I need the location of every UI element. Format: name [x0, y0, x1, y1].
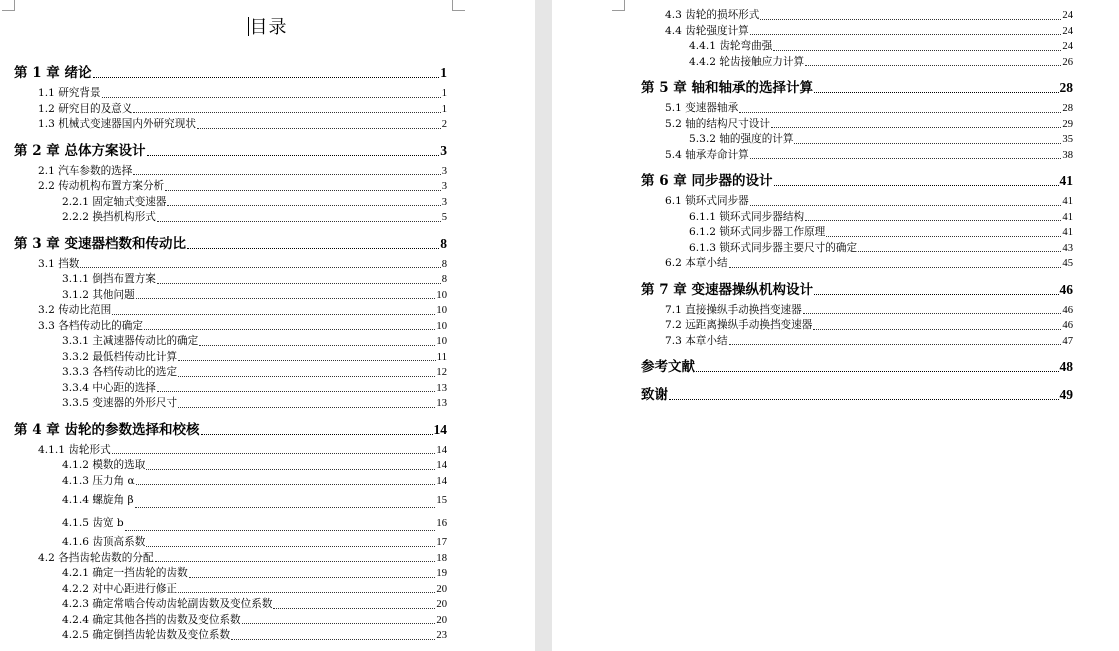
- toc-page-number: 20: [436, 614, 447, 626]
- dot-leader: [112, 314, 435, 315]
- left-document-page: [0, 0, 535, 651]
- toc-list-left: [14, 63, 447, 644]
- toc-entry-title: 5.3.2 轴的强度的计算: [689, 133, 794, 145]
- toc-chapter-entry[interactable]: [14, 141, 447, 161]
- toc-entry-title: 7.3 本章小结: [665, 334, 728, 347]
- dot-leader: [242, 623, 436, 624]
- right-document-page: [552, 0, 1119, 651]
- dot-leader: [80, 267, 440, 268]
- toc-entry-title: 4.4.1 齿轮弯曲强: [689, 40, 773, 52]
- toc-section-entry[interactable]: [14, 195, 447, 211]
- dot-leader: [199, 345, 435, 346]
- toc-section-entry[interactable]: [641, 241, 1073, 257]
- toc-entry-title: 5.1 变速器轴承: [665, 102, 739, 114]
- toc-entry-title: 4.4 齿轮强度计算: [665, 24, 749, 37]
- dot-leader: [125, 530, 436, 531]
- toc-page-number: 46: [1059, 281, 1073, 297]
- toc-heading-text: 目录: [249, 17, 288, 38]
- toc-entry-title: 5.4 轴承寿命计算: [665, 148, 749, 161]
- toc-section-entry[interactable]: [641, 318, 1073, 334]
- toc-page-number: 16: [436, 518, 447, 529]
- crop-mark: [452, 0, 465, 11]
- toc-page-number: 20: [436, 599, 447, 610]
- toc-section-entry[interactable]: [14, 319, 447, 335]
- toc-page-number: 5: [441, 212, 447, 223]
- toc-section-entry[interactable]: [14, 272, 447, 288]
- toc-list-right: [641, 8, 1073, 408]
- toc-entry-title: 第 4 章 齿轮的参数选择和校核: [14, 421, 200, 438]
- toc-entry-title: 5.2 轴的结构尺寸设计: [665, 117, 770, 130]
- dot-leader: [136, 484, 436, 485]
- toc-entry-title: 第 2 章 总体方案设计: [14, 142, 146, 159]
- dot-leader: [813, 329, 1061, 330]
- toc-chapter-entry[interactable]: [641, 357, 1073, 377]
- dot-leader: [803, 313, 1062, 314]
- toc-section-entry[interactable]: [14, 597, 447, 613]
- dot-leader: [102, 97, 441, 98]
- toc-page-number: 28: [1062, 103, 1073, 114]
- toc-entry-title: 4.2.5 确定倒挡齿轮齿数及变位系数: [62, 629, 231, 641]
- dot-leader: [273, 608, 435, 609]
- toc-entry-title: 4.2 各挡齿轮齿数的分配: [38, 551, 154, 564]
- toc-page-number: 24: [1062, 41, 1073, 52]
- toc-entry-title: 第 7 章 变速器操纵机构设计: [641, 281, 813, 298]
- toc-entry-title: 2.2 传动机构布置方案分析: [38, 180, 165, 192]
- toc-entry-title: 2.2.1 固定轴式变速器: [62, 195, 167, 208]
- toc-section-entry[interactable]: [14, 396, 447, 412]
- dot-leader: [814, 92, 1059, 93]
- text-cursor: [248, 17, 249, 36]
- toc-page-number: 26: [1062, 56, 1073, 68]
- toc-entry-title: 4.1.4 螺旋角 β: [62, 494, 134, 506]
- toc-section-entry[interactable]: [14, 257, 447, 273]
- dot-leader: [178, 407, 435, 408]
- toc-chapter-entry[interactable]: [641, 171, 1073, 191]
- toc-entry-title: 第 5 章 轴和轴承的选择计算: [641, 80, 813, 96]
- toc-page-number: 12: [436, 367, 447, 378]
- toc-page-number: 14: [436, 444, 447, 456]
- dot-leader: [146, 546, 435, 547]
- toc-section-entry[interactable]: [641, 256, 1073, 272]
- toc-entry-title: 2.1 汽车参数的选择: [38, 164, 133, 177]
- toc-page-number: 17: [436, 537, 447, 548]
- toc-entry-title: 3.1.2 其他问题: [62, 288, 135, 301]
- dot-leader: [750, 158, 1062, 159]
- toc-page-number: 20: [436, 583, 447, 595]
- toc-entry-title: 4.1.1 齿轮形式: [38, 443, 111, 456]
- toc-section-entry[interactable]: [14, 350, 447, 366]
- toc-entry-title: 6.2 本章小结: [665, 257, 728, 269]
- dot-leader: [729, 267, 1062, 268]
- dot-leader: [750, 34, 1062, 35]
- toc-heading[interactable]: [0, 13, 535, 39]
- toc-page-number: 1: [440, 65, 447, 80]
- toc-entry-title: 4.1.5 齿宽 b: [62, 517, 124, 529]
- toc-entry-title: 3.3.2 最低档传动比计算: [62, 350, 178, 363]
- toc-section-entry[interactable]: [641, 303, 1073, 319]
- dot-leader: [750, 205, 1062, 206]
- toc-section-entry[interactable]: [14, 179, 447, 195]
- toc-page-number: 3: [441, 165, 447, 177]
- toc-page-number: 15: [436, 495, 447, 506]
- toc-chapter-entry[interactable]: [14, 63, 447, 83]
- toc-section-entry[interactable]: [641, 55, 1073, 71]
- toc-section-entry[interactable]: [641, 148, 1073, 164]
- toc-entry-title: 第 1 章 绪论: [14, 65, 92, 81]
- dot-leader: [146, 469, 435, 470]
- dot-leader: [178, 592, 435, 593]
- toc-section-entry[interactable]: [641, 39, 1073, 55]
- toc-entry-title: 6.1 锁环式同步器: [665, 195, 749, 207]
- toc-page-number: 46: [1062, 320, 1073, 331]
- crop-mark: [612, 0, 625, 11]
- toc-page-number: 28: [1059, 80, 1073, 95]
- dot-leader: [167, 205, 440, 206]
- toc-section-entry[interactable]: [14, 628, 447, 644]
- toc-page-number: 11: [436, 351, 447, 363]
- toc-section-entry[interactable]: [14, 334, 447, 350]
- dot-leader: [805, 220, 1061, 221]
- toc-section-entry[interactable]: [14, 582, 447, 598]
- toc-entry-title: 1.1 研究背景: [38, 87, 101, 99]
- dot-leader: [774, 185, 1059, 186]
- toc-section-entry[interactable]: [14, 303, 447, 319]
- toc-chapter-entry[interactable]: [14, 234, 447, 254]
- dot-leader: [187, 248, 439, 249]
- toc-section-entry[interactable]: [14, 489, 447, 512]
- toc-page-number: 10: [436, 289, 447, 301]
- dot-leader: [165, 190, 441, 191]
- toc-page-number: 43: [1062, 242, 1073, 254]
- toc-entry-title: 4.3 齿轮的损坏形式: [665, 9, 760, 21]
- toc-section-entry[interactable]: [641, 117, 1073, 133]
- toc-entry-title: 第 3 章 变速器档数和传动比: [14, 235, 186, 252]
- toc-entry-title: 7.1 直接操纵手动换挡变速器: [665, 303, 802, 316]
- toc-section-entry[interactable]: [14, 613, 447, 629]
- toc-section-entry[interactable]: [641, 225, 1073, 241]
- toc-section-entry[interactable]: [641, 24, 1073, 40]
- dot-leader: [133, 174, 440, 175]
- toc-chapter-entry[interactable]: [641, 78, 1073, 98]
- toc-page-number: 2: [441, 119, 447, 130]
- toc-entry-title: 6.1.1 锁环式同步器结构: [689, 210, 805, 223]
- toc-entry-title: 4.2.1 确定一挡齿轮的齿数: [62, 567, 188, 579]
- dot-leader: [133, 112, 440, 113]
- dot-leader: [231, 639, 435, 640]
- dot-leader: [147, 155, 440, 156]
- toc-page-number: 46: [1062, 304, 1073, 316]
- toc-page-number: 14: [436, 475, 447, 487]
- toc-section-entry[interactable]: [14, 381, 447, 397]
- toc-entry-title: 3.3.3 各档传动比的选定: [62, 366, 178, 378]
- toc-entry-title: 4.2.2 对中心距进行修正: [62, 582, 178, 595]
- toc-section-entry[interactable]: [14, 86, 447, 102]
- toc-entry-title: 3.3.1 主减速器传动比的确定: [62, 335, 199, 347]
- toc-section-entry[interactable]: [14, 117, 447, 133]
- toc-entry-title: 4.4.2 轮齿接触应力计算: [689, 55, 805, 68]
- toc-page-number: 3: [441, 196, 447, 208]
- toc-section-entry[interactable]: [641, 194, 1073, 210]
- toc-page-number: 14: [436, 460, 447, 471]
- toc-section-entry[interactable]: [14, 551, 447, 567]
- toc-entry-title: 4.1.6 齿顶高系数: [62, 536, 146, 548]
- toc-entry-title: 第 6 章 同步器的设计: [641, 173, 773, 189]
- toc-page-number: 1: [441, 103, 447, 115]
- dot-leader: [93, 77, 440, 78]
- dot-leader: [136, 298, 436, 299]
- toc-page-number: 29: [1062, 118, 1073, 130]
- toc-page-number: 10: [436, 320, 447, 332]
- toc-section-entry[interactable]: [14, 102, 447, 118]
- toc-entry-title: 致谢: [641, 387, 668, 403]
- toc-page-number: 18: [436, 552, 447, 564]
- toc-entry-title: 3.3 各档传动比的确定: [38, 319, 143, 332]
- dot-leader: [805, 65, 1061, 66]
- toc-page-number: 41: [1062, 227, 1073, 238]
- dot-leader: [157, 283, 441, 284]
- toc-page-number: 41: [1062, 196, 1073, 207]
- toc-section-entry[interactable]: [14, 458, 447, 474]
- toc-page-number: 10: [436, 305, 447, 316]
- toc-section-entry[interactable]: [14, 164, 447, 180]
- toc-entry-title: 3.1 挡数: [38, 257, 80, 270]
- toc-page-number: 13: [436, 398, 447, 409]
- toc-entry-title: 3.2 传动比范围: [38, 304, 112, 316]
- toc-entry-title: 3.1.1 倒挡布置方案: [62, 273, 156, 285]
- toc-section-entry[interactable]: [14, 474, 447, 490]
- toc-page-number: 35: [1062, 134, 1073, 145]
- toc-chapter-entry[interactable]: [641, 385, 1073, 405]
- dot-leader: [739, 112, 1061, 113]
- toc-page-number: 38: [1062, 149, 1073, 161]
- toc-entry-title: 4.1.2 模数的选取: [62, 459, 146, 471]
- toc-chapter-entry[interactable]: [14, 420, 447, 440]
- crop-mark: [2, 0, 15, 11]
- dot-leader: [794, 143, 1061, 144]
- dot-leader: [112, 453, 436, 454]
- dot-leader: [201, 434, 433, 435]
- dot-leader: [771, 127, 1061, 128]
- dot-leader: [157, 221, 441, 222]
- toc-page-number: 10: [436, 336, 447, 347]
- toc-page-number: 41: [1059, 173, 1073, 188]
- dot-leader: [157, 391, 436, 392]
- toc-section-entry[interactable]: [14, 210, 447, 226]
- toc-page-number: 24: [1062, 10, 1073, 21]
- toc-entry-title: 4.2.4 确定其他各挡的齿数及变位系数: [62, 613, 241, 626]
- dot-leader: [178, 376, 435, 377]
- toc-section-entry[interactable]: [14, 512, 447, 535]
- dot-leader: [858, 251, 1061, 252]
- toc-entry-title: 2.2.2 换挡机构形式: [62, 211, 156, 223]
- toc-section-entry[interactable]: [641, 210, 1073, 226]
- toc-page-number: 47: [1062, 335, 1073, 347]
- dot-leader: [696, 371, 1059, 372]
- toc-page-number: 13: [436, 382, 447, 394]
- dot-leader: [760, 19, 1061, 20]
- dot-leader: [144, 329, 435, 330]
- toc-entry-title: 7.2 远距离操纵手动换挡变速器: [665, 319, 813, 331]
- toc-entry-title: 参考文献: [641, 359, 695, 375]
- toc-section-entry[interactable]: [641, 8, 1073, 24]
- toc-section-entry[interactable]: [14, 566, 447, 582]
- toc-entry-title: 3.3.5 变速器的外形尺寸: [62, 397, 178, 409]
- toc-section-entry[interactable]: [14, 443, 447, 459]
- toc-page-number: 3: [441, 181, 447, 192]
- toc-page-number: 48: [1059, 359, 1073, 374]
- dot-leader: [669, 399, 1059, 400]
- dot-leader: [773, 50, 1061, 51]
- toc-chapter-entry[interactable]: [641, 280, 1073, 300]
- dot-leader: [135, 507, 436, 508]
- dot-leader: [826, 236, 1061, 237]
- toc-entry-title: 3.3.4 中心距的选择: [62, 381, 156, 394]
- dot-leader: [197, 128, 441, 129]
- toc-entry-title: 6.1.2 锁环式同步器工作原理: [689, 226, 826, 238]
- toc-entry-title: 6.1.3 锁环式同步器主要尺寸的确定: [689, 241, 858, 254]
- toc-section-entry[interactable]: [641, 132, 1073, 148]
- toc-page-number: 19: [436, 568, 447, 579]
- toc-page-number: 8: [441, 274, 447, 285]
- toc-page-number: 24: [1062, 25, 1073, 37]
- toc-entry-title: 1.2 研究目的及意义: [38, 102, 133, 115]
- dot-leader: [729, 344, 1062, 345]
- toc-entry-title: 1.3 机械式变速器国内外研究现状: [38, 118, 196, 130]
- toc-page-number: 8: [441, 258, 447, 270]
- dot-leader: [178, 360, 436, 361]
- toc-page-number: 41: [1062, 211, 1073, 223]
- toc-page-number: 23: [436, 630, 447, 641]
- toc-section-entry[interactable]: [641, 334, 1073, 350]
- toc-entry-title: 4.2.3 确定常啮合传动齿轮副齿数及变位系数: [62, 598, 273, 610]
- dot-leader: [814, 294, 1059, 295]
- toc-page-number: 45: [1062, 258, 1073, 269]
- dot-leader: [155, 561, 436, 562]
- toc-section-entry[interactable]: [14, 535, 447, 551]
- toc-section-entry[interactable]: [14, 288, 447, 304]
- dot-leader: [189, 577, 436, 578]
- toc-page-number: 8: [440, 235, 447, 251]
- toc-page-number: 49: [1059, 387, 1073, 402]
- toc-page-number: 1: [441, 88, 447, 99]
- toc-section-entry[interactable]: [641, 101, 1073, 117]
- toc-page-number: 14: [433, 421, 447, 437]
- toc-section-entry[interactable]: [14, 365, 447, 381]
- toc-page-number: 3: [440, 142, 447, 158]
- toc-entry-title: 4.1.3 压力角 α: [62, 474, 135, 487]
